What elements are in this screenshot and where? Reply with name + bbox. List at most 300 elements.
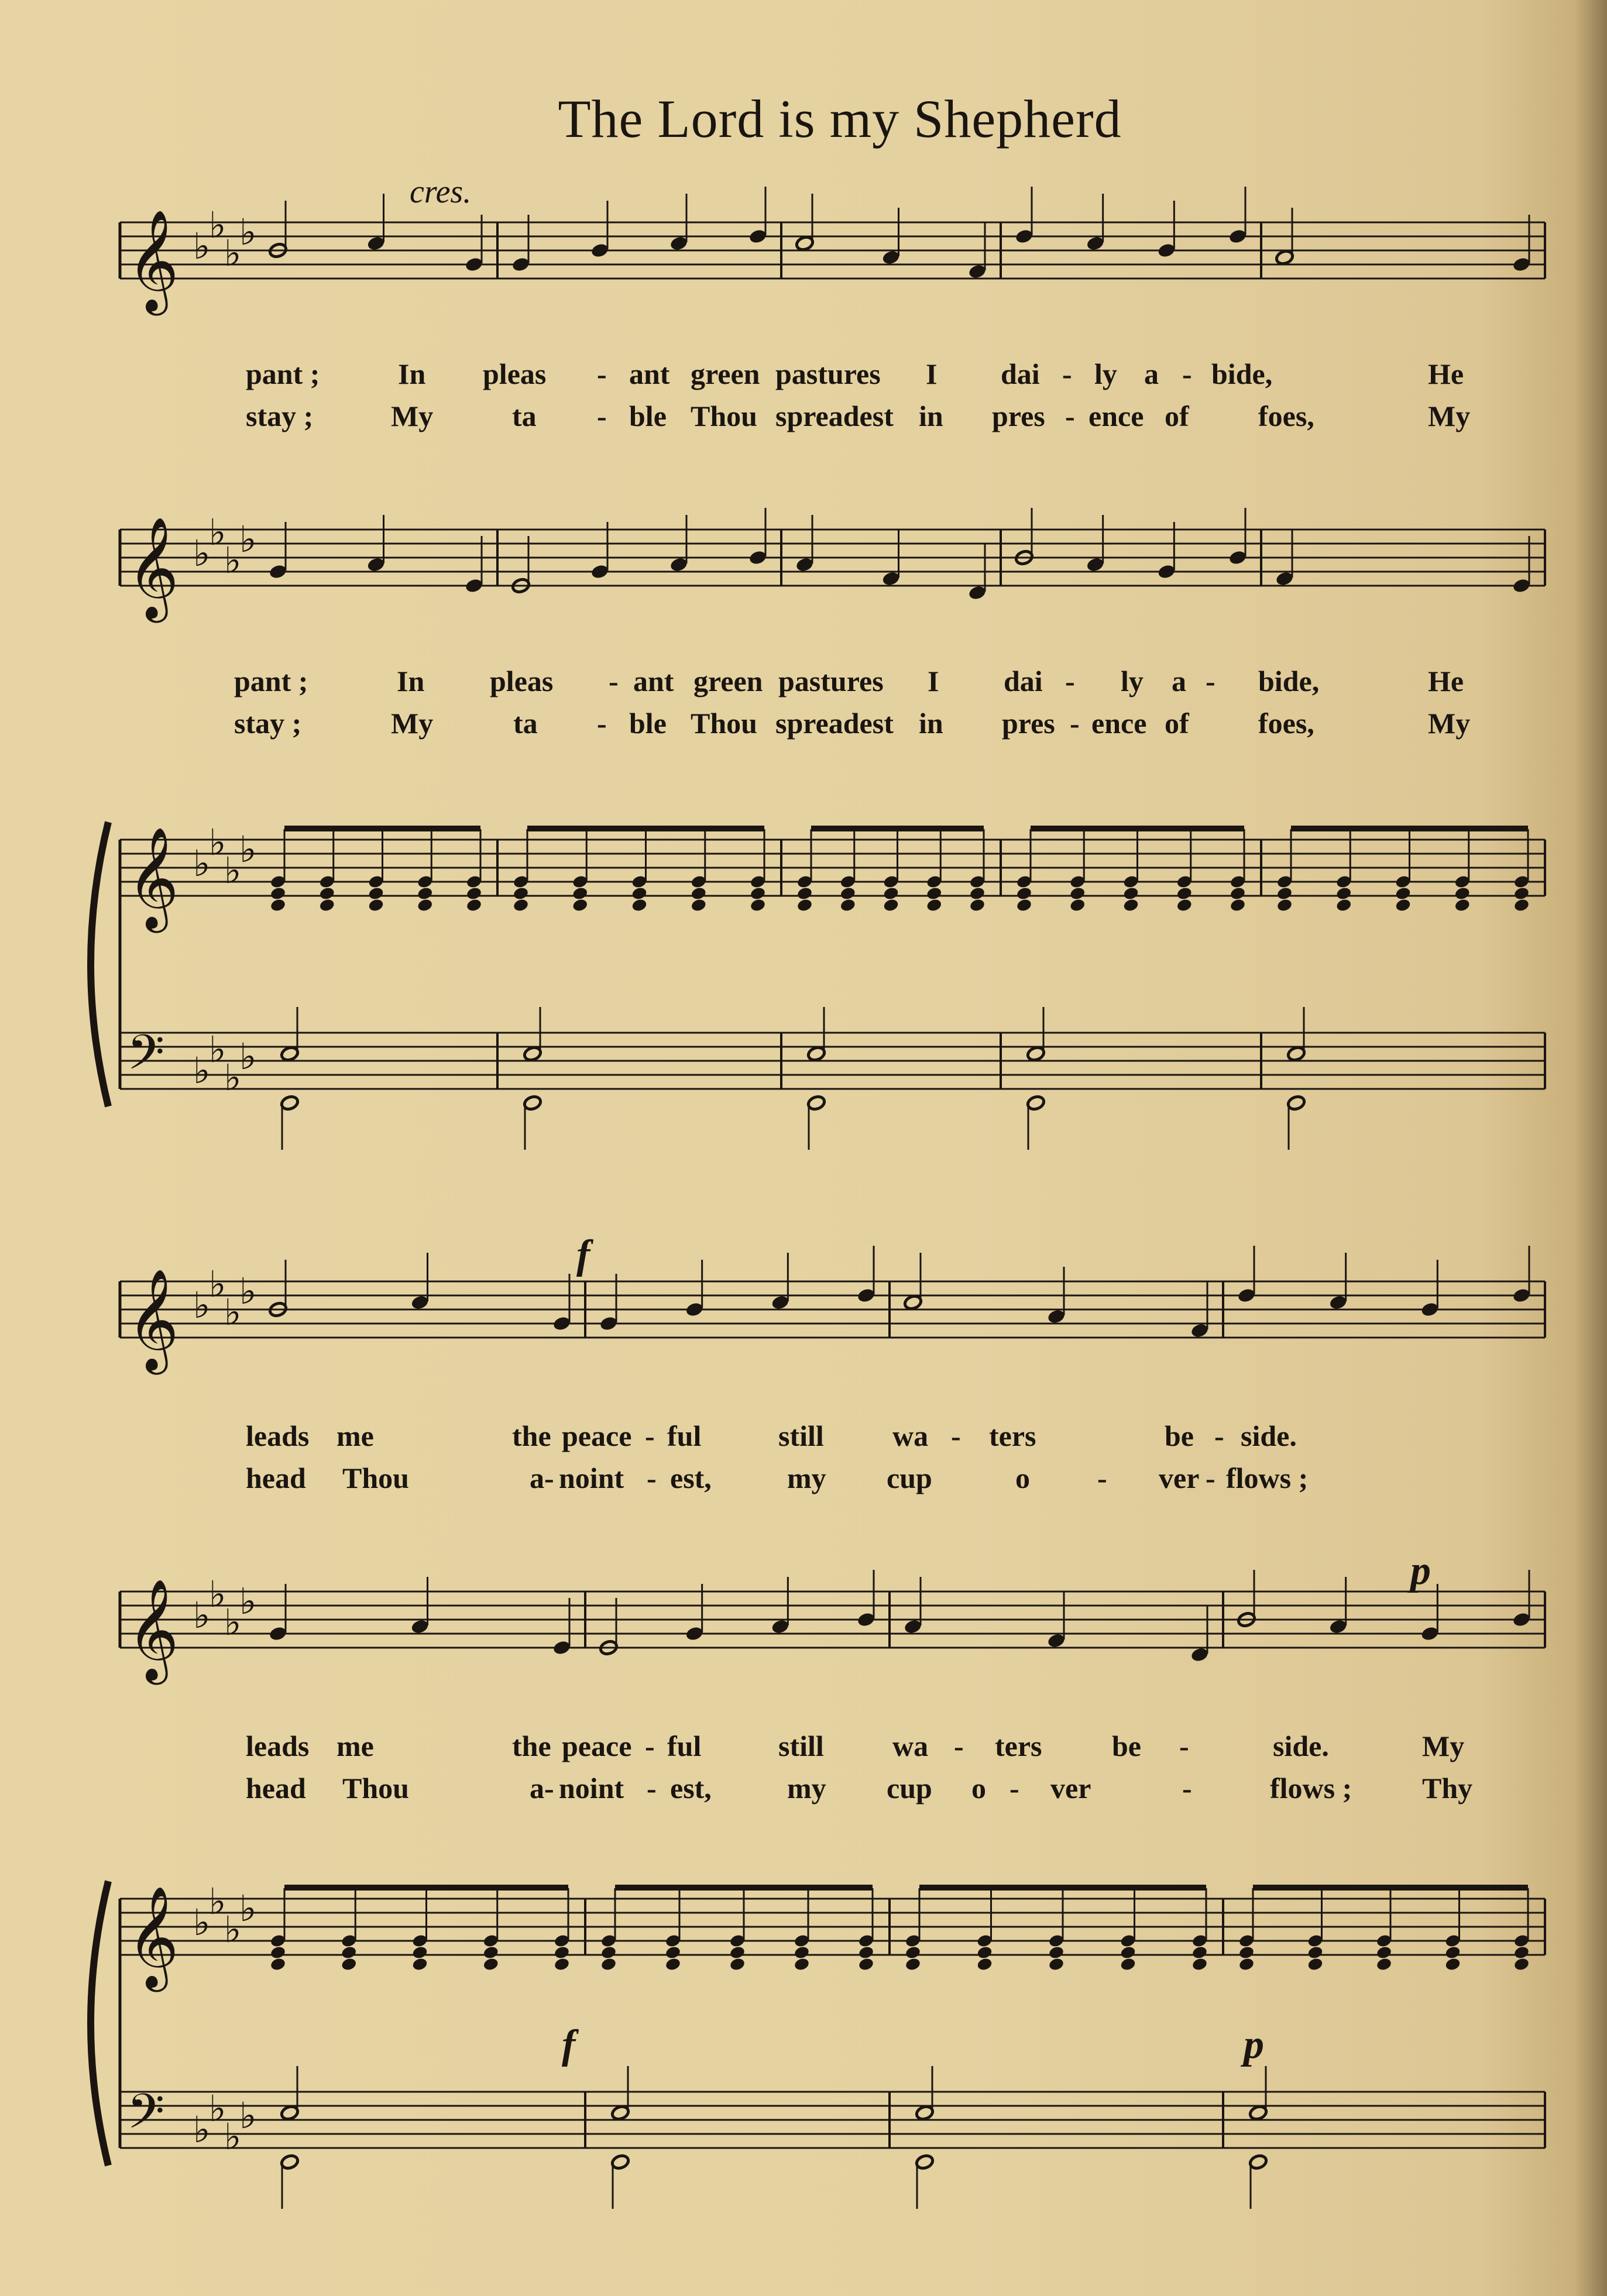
lyric-syllable: ful — [667, 1419, 702, 1452]
chord-note — [1069, 886, 1086, 900]
lyric-syllable: cup — [887, 1462, 932, 1494]
lyric-syllable: Thou — [691, 400, 757, 432]
staff — [120, 511, 1545, 623]
note — [590, 201, 609, 259]
chord-note — [1016, 886, 1033, 900]
chord-note — [1276, 886, 1293, 900]
flat-sign: ♭ — [193, 842, 211, 885]
lyric-syllable: dai — [1004, 665, 1043, 697]
chord-group — [513, 826, 767, 913]
treble-clef: 𝄞 — [127, 1579, 179, 1680]
flat-sign: ♭ — [224, 849, 242, 892]
lyric-syllable: - — [1206, 665, 1215, 697]
chord-note — [1513, 1957, 1530, 1971]
lyric-syllable: ble — [629, 707, 667, 740]
lyric-syllable: spreadest — [775, 707, 894, 740]
chord-note — [572, 898, 589, 912]
chord-note — [665, 1945, 682, 1960]
lyric-syllable: a — [1144, 358, 1159, 390]
lyric-syllable: green — [693, 665, 763, 697]
note — [1286, 1095, 1306, 1150]
chord-note — [905, 1957, 922, 1971]
flat-sign: ♭ — [239, 1035, 257, 1078]
lyric-syllable: in — [919, 707, 943, 740]
lyric-syllable: pastures — [778, 665, 884, 697]
lyric-syllable: - — [645, 1419, 655, 1452]
chord-note — [600, 1945, 617, 1960]
chord-note — [1444, 1957, 1461, 1971]
chord-note — [976, 1957, 993, 1971]
lyric-syllable: ver — [1159, 1462, 1200, 1494]
lyric-syllable: ta — [512, 400, 537, 432]
lyric-syllable: leads — [246, 1730, 310, 1762]
chord-note — [1376, 1945, 1393, 1960]
lyric-syllable: - — [1097, 1462, 1107, 1494]
chord-note — [411, 1945, 428, 1960]
beam — [811, 826, 984, 831]
flat-sign: ♭ — [224, 539, 242, 582]
note — [1512, 1246, 1531, 1304]
staff — [120, 1263, 1545, 1375]
note — [280, 2066, 299, 2121]
lyric-syllable: In — [397, 665, 425, 697]
flat-sign: ♭ — [209, 1263, 226, 1305]
chord-note — [270, 1957, 287, 1971]
lyric-syllable: In — [398, 358, 426, 390]
lyric-syllable: peace — [562, 1419, 632, 1452]
lyric-syllable: green — [691, 358, 760, 390]
note — [590, 522, 609, 580]
note — [268, 522, 287, 580]
lyric-syllable: pastures — [775, 358, 881, 390]
lyric-syllable: o — [971, 1772, 986, 1805]
flat-sign: ♭ — [193, 1901, 211, 1944]
note — [1512, 1570, 1531, 1628]
chord-note — [883, 898, 899, 912]
treble-clef: 𝄞 — [127, 209, 179, 311]
flat-sign: ♭ — [224, 232, 242, 274]
chord-note — [341, 1957, 358, 1971]
note — [464, 536, 483, 594]
lyric-syllable: of — [1165, 400, 1189, 432]
chord-note — [1335, 886, 1352, 900]
lyric-syllable: - — [609, 665, 619, 697]
lyric-syllable: - — [647, 1772, 657, 1805]
flat-sign: ♭ — [239, 1270, 257, 1312]
lyric-syllable: est, — [670, 1772, 712, 1805]
flat-sign: ♭ — [239, 1887, 257, 1930]
chord-note — [839, 898, 856, 912]
lyric-syllable: ble — [629, 400, 667, 432]
treble-clef: 𝄞 — [127, 1886, 179, 1988]
note — [1228, 187, 1247, 245]
beam — [284, 826, 480, 831]
flat-sign: ♭ — [209, 1880, 226, 1923]
chord-note — [1048, 1945, 1065, 1960]
note — [685, 1260, 704, 1318]
lyric-syllable: foes, — [1258, 400, 1314, 432]
chord-note — [1176, 898, 1193, 912]
bass-clef: 𝄢 — [127, 2083, 165, 2151]
lyric-syllable: My — [391, 400, 434, 432]
chord-note — [482, 1957, 499, 1971]
lyric-syllable: noint — [559, 1772, 624, 1805]
chord-note — [1307, 1957, 1324, 1971]
chord-note — [839, 886, 856, 900]
chord-note — [1120, 1945, 1136, 1960]
lyric-syllable: - — [597, 707, 607, 740]
lyric-syllable: - — [647, 1462, 657, 1494]
note — [280, 2154, 299, 2209]
staff — [120, 204, 1545, 316]
chord-note — [750, 898, 767, 912]
flat-sign: ♭ — [193, 2108, 211, 2151]
lyric-syllable: ly — [1094, 358, 1117, 390]
forte-marking: f — [576, 1232, 590, 1277]
lyric-syllable: my — [787, 1772, 826, 1805]
chord-note — [270, 886, 287, 900]
chord-note — [729, 1945, 746, 1960]
note — [610, 2066, 630, 2121]
lyric-syllable: He — [1428, 358, 1464, 390]
chord-note — [1016, 898, 1033, 912]
flat-sign: ♭ — [209, 2087, 226, 2130]
flat-sign: ♭ — [209, 1028, 226, 1071]
note — [523, 1007, 542, 1062]
chord-note — [466, 898, 483, 912]
lyric-syllable: a- — [530, 1772, 554, 1805]
note — [1014, 187, 1033, 245]
lyric-syllable: dai — [1001, 358, 1040, 390]
flat-sign: ♭ — [209, 821, 226, 864]
chord-group — [1238, 1885, 1530, 1972]
chord-note — [1176, 886, 1193, 900]
chord-note — [554, 1957, 571, 1971]
flat-sign: ♭ — [239, 2094, 257, 2137]
chord-note — [1069, 898, 1086, 912]
flat-sign: ♭ — [224, 2115, 242, 2158]
beam — [1291, 826, 1528, 831]
chord-note — [905, 1945, 922, 1960]
lyric-syllable: of — [1165, 707, 1189, 740]
lyric-syllable: - — [1182, 1772, 1192, 1805]
chord-note — [750, 886, 767, 900]
note — [1248, 2154, 1268, 2209]
chord-group — [270, 826, 483, 913]
chord-note — [976, 1945, 993, 1960]
lyric-syllable: Thou — [342, 1772, 409, 1805]
chord-note — [411, 1957, 428, 1971]
forte-marking-piano-part: f — [562, 2022, 576, 2067]
lyric-syllable: - — [1062, 358, 1072, 390]
chord-group — [600, 1885, 875, 1972]
flat-sign: ♭ — [239, 1580, 257, 1623]
chord-note — [1395, 886, 1412, 900]
chord-note — [1048, 1957, 1065, 1971]
chord-note — [341, 1945, 358, 1960]
chord-note — [1191, 1945, 1208, 1960]
chord-note — [513, 886, 530, 900]
lyric-syllable: - — [1182, 358, 1192, 390]
note — [552, 1598, 571, 1656]
lyric-syllable: I — [928, 665, 939, 697]
staff — [120, 1024, 1545, 1099]
bass-clef: 𝄢 — [127, 1024, 165, 1092]
note — [856, 1246, 875, 1304]
piano-marking: p — [1410, 1548, 1431, 1593]
lyric-syllable: ence — [1088, 400, 1144, 432]
lyric-syllable: Thou — [342, 1462, 409, 1494]
chord-group — [905, 1885, 1208, 1972]
chord-note — [1122, 898, 1139, 912]
chord-note — [1238, 1957, 1255, 1971]
flat-sign: ♭ — [193, 1594, 211, 1637]
note — [511, 215, 530, 273]
lyric-syllable: - — [1214, 1419, 1224, 1452]
lyric-syllable: my — [787, 1462, 826, 1494]
chord-note — [1122, 886, 1139, 900]
lyric-syllable: side. — [1273, 1730, 1329, 1762]
lyric-syllable: ters — [995, 1730, 1042, 1762]
lyric-syllable: - — [1065, 665, 1075, 697]
lyric-syllable: wa — [892, 1730, 929, 1762]
note — [915, 2066, 934, 2121]
flat-sign: ♭ — [224, 1601, 242, 1644]
lyric-syllable: ver — [1050, 1772, 1091, 1805]
chord-note — [1395, 898, 1412, 912]
chord-group — [270, 1885, 571, 1972]
chord-note — [796, 886, 813, 900]
chord-note — [794, 1945, 811, 1960]
lyric-syllable: pant ; — [234, 665, 308, 697]
chord-note — [466, 886, 483, 900]
flat-sign: ♭ — [209, 1573, 226, 1616]
chord-note — [368, 886, 384, 900]
chord-note — [1513, 886, 1530, 900]
lyric-syllable: He — [1428, 665, 1464, 697]
lyric-syllable: - — [1009, 1772, 1019, 1805]
staff — [120, 2083, 1545, 2158]
chord-note — [318, 886, 335, 900]
chord-note — [1444, 1945, 1461, 1960]
lyric-syllable: ta — [513, 707, 538, 740]
lyric-syllable: flows ; — [1226, 1462, 1309, 1494]
lyric-syllable: My — [391, 707, 434, 740]
chord-note — [1454, 898, 1471, 912]
note — [1228, 508, 1247, 566]
lyric-syllable: be — [1112, 1730, 1141, 1762]
treble-clef: 𝄞 — [127, 827, 179, 929]
lyric-syllable: est, — [670, 1462, 712, 1494]
note — [464, 215, 483, 273]
lyric-syllable: My — [1428, 400, 1471, 432]
chord-note — [631, 898, 648, 912]
lyric-syllable: - — [954, 1730, 964, 1762]
lyric-syllable: leads — [246, 1419, 310, 1452]
flat-sign: ♭ — [193, 225, 211, 267]
note — [268, 1584, 287, 1642]
note — [685, 1584, 704, 1642]
lyric-syllable: peace — [562, 1730, 632, 1762]
chord-group — [1276, 826, 1530, 913]
note — [1157, 201, 1176, 259]
chord-note — [1307, 1945, 1324, 1960]
note — [280, 1007, 299, 1062]
lyric-syllable: ant — [633, 665, 674, 697]
beam — [284, 1885, 568, 1891]
chord-note — [482, 1945, 499, 1960]
note — [856, 1570, 875, 1628]
lyric-syllable: - — [645, 1730, 655, 1762]
lyric-syllable: I — [926, 358, 938, 390]
chord-note — [690, 898, 707, 912]
lyric-syllable: - — [597, 358, 607, 390]
beam — [919, 1885, 1206, 1891]
flat-sign: ♭ — [193, 1284, 211, 1326]
lyric-syllable: ly — [1121, 665, 1144, 697]
flat-sign: ♭ — [224, 1056, 242, 1099]
lyric-syllable: spreadest — [775, 400, 894, 432]
flat-sign: ♭ — [209, 511, 226, 554]
chord-note — [883, 886, 899, 900]
lyric-syllable: o — [1015, 1462, 1030, 1494]
lyric-syllable: pres — [992, 400, 1045, 432]
crescendo-marking: cres. — [410, 174, 472, 210]
lyric-syllable: foes, — [1258, 707, 1314, 740]
lyric-syllable: the — [512, 1730, 551, 1762]
flat-sign: ♭ — [239, 828, 257, 871]
beam — [615, 1885, 873, 1891]
chord-note — [368, 898, 384, 912]
chord-note — [1376, 1957, 1393, 1971]
note — [1026, 1095, 1045, 1150]
chord-note — [1120, 1957, 1136, 1971]
chord-group — [1016, 826, 1247, 913]
note — [552, 1274, 571, 1332]
lyric-syllable: the — [512, 1419, 551, 1452]
chord-note — [794, 1957, 811, 1971]
chord-note — [665, 1957, 682, 1971]
lyric-syllable: pleas — [483, 358, 547, 390]
chord-note — [858, 1957, 875, 1971]
note — [1420, 1260, 1440, 1318]
chord-note — [926, 898, 943, 912]
lyric-syllable: ence — [1091, 707, 1147, 740]
note — [523, 1095, 542, 1150]
chord-note — [1513, 1945, 1530, 1960]
lyric-syllable: still — [778, 1419, 824, 1452]
lyric-syllable: - — [1070, 707, 1080, 740]
chord-note — [1454, 886, 1471, 900]
lyric-syllable: noint — [559, 1462, 624, 1494]
note — [1237, 1246, 1256, 1304]
lyric-syllable: pant ; — [246, 358, 320, 390]
chord-note — [270, 898, 287, 912]
flat-sign: ♭ — [224, 1908, 242, 1951]
chord-note — [554, 1945, 571, 1960]
lyric-syllable: ters — [989, 1419, 1036, 1452]
flat-sign: ♭ — [209, 204, 226, 246]
lyric-syllable: wa — [892, 1419, 929, 1452]
beam — [527, 826, 764, 831]
page-title: The Lord is my Shepherd — [558, 89, 1122, 149]
lyric-syllable: - — [597, 400, 607, 432]
note — [280, 1095, 299, 1150]
chord-note — [1335, 898, 1352, 912]
piano-marking-piano-part: p — [1244, 2022, 1264, 2067]
chord-note — [417, 886, 434, 900]
lyric-syllable: still — [778, 1730, 824, 1762]
flat-sign: ♭ — [239, 518, 257, 561]
lyric-syllable: stay ; — [246, 400, 314, 432]
lyric-syllable: Thou — [691, 707, 757, 740]
chord-note — [600, 1957, 617, 1971]
lyric-syllable: bide, — [1211, 358, 1273, 390]
chord-note — [1513, 898, 1530, 912]
chord-note — [796, 898, 813, 912]
note — [1286, 1007, 1306, 1062]
lyric-syllable: head — [246, 1772, 306, 1805]
note — [748, 508, 767, 566]
chord-note — [729, 1957, 746, 1971]
lyric-syllable: pleas — [490, 665, 554, 697]
treble-clef: 𝄞 — [127, 517, 179, 618]
chord-group — [796, 826, 986, 913]
lyric-syllable: bide, — [1258, 665, 1320, 697]
treble-clef: 𝄞 — [127, 1269, 179, 1370]
flat-sign: ♭ — [224, 1291, 242, 1333]
note — [915, 2154, 934, 2209]
lyric-syllable: - — [1206, 1462, 1215, 1494]
lyric-syllable: - — [1065, 400, 1075, 432]
chord-note — [969, 886, 986, 900]
note — [806, 1007, 826, 1062]
lyric-syllable: in — [919, 400, 943, 432]
lyric-syllable: me — [336, 1730, 374, 1762]
chord-note — [1230, 898, 1247, 912]
lyric-syllable: My — [1428, 707, 1471, 740]
system-2 — [91, 1246, 1545, 2209]
chord-note — [969, 898, 986, 912]
lyric-syllable: ant — [629, 358, 670, 390]
chord-note — [631, 886, 648, 900]
chord-note — [1238, 1945, 1255, 1960]
flat-sign: ♭ — [193, 1049, 211, 1092]
chord-note — [926, 886, 943, 900]
grand-staff-brace — [91, 822, 108, 1106]
note — [806, 1095, 826, 1150]
note — [1157, 522, 1176, 580]
lyric-syllable: - — [951, 1419, 961, 1452]
lyric-syllable: head — [246, 1462, 306, 1494]
lyric-syllable: Thy — [1422, 1772, 1473, 1805]
lyric-syllable: a- — [530, 1462, 554, 1494]
lyric-syllable: pres — [1002, 707, 1055, 740]
beam — [1253, 1885, 1528, 1891]
lyric-syllable: - — [1179, 1730, 1189, 1762]
grand-staff-brace — [91, 1881, 108, 2166]
note — [1248, 2066, 1268, 2121]
note — [1026, 1007, 1045, 1062]
chord-note — [270, 1945, 287, 1960]
chord-note — [417, 898, 434, 912]
flat-sign: ♭ — [239, 211, 257, 253]
beam — [1031, 826, 1244, 831]
lyric-syllable: ful — [667, 1730, 702, 1762]
lyric-syllable: cup — [887, 1772, 932, 1805]
note — [610, 2154, 630, 2209]
lyric-syllable: be — [1165, 1419, 1194, 1452]
